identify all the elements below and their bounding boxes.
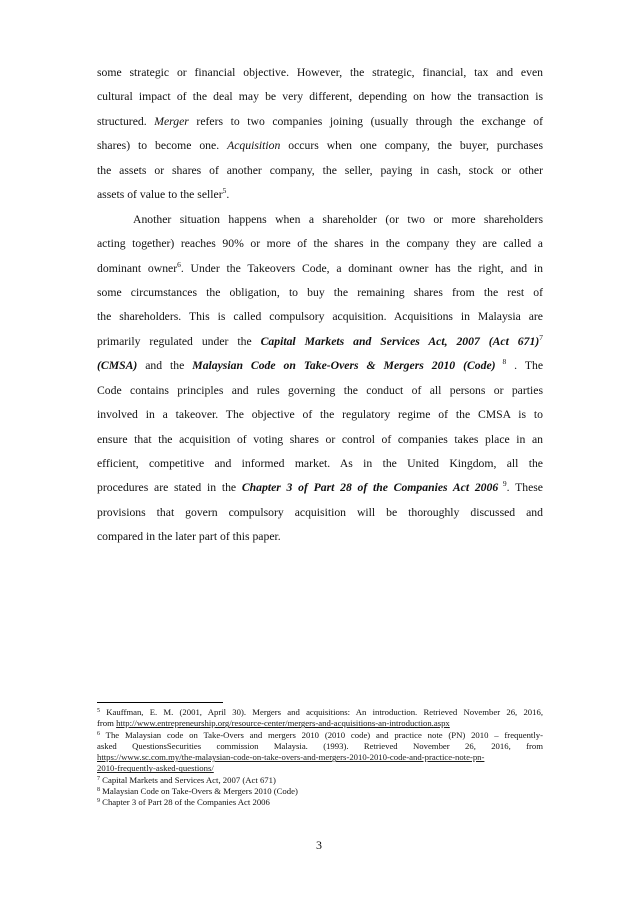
paragraph-2-line-11: efficient, competitive and informed market. As in the United Kingdom, all the [97,457,543,470]
paragraph-2-line-10: ensure that the acquisition of voting shares or control of companies takes place in an [97,432,543,446]
footnotes [97,707,543,809]
paragraph-2-line-7 [97,354,543,378]
paragraph-2-line-12 [97,476,543,500]
body-text [97,61,543,550]
footnote-ref-6[interactable]: 6 [177,259,181,269]
text-run: The Malaysian code on Take-Overs and mergers 2010 (2010 code) and practice note (PN) 2010 – frequently- [100,729,543,740]
footnote-6-link-continued[interactable]: 2010-frequently-asked-questions/ [97,763,214,774]
footnote-6-line-1 [97,730,543,741]
text-run: Kauffman, E. M. (2001, April 30). Mergers and acquisitions: An introduction. Retrieved November 26, 2016, [100,707,543,717]
footnote-8 [97,786,543,797]
page-number: 3 [316,838,322,852]
text-run: shares) to become one. [97,139,228,153]
footnote-ref-9[interactable]: 9 [498,479,507,489]
text-run: occurs when one company, the buyer, purchases [280,139,544,153]
paragraph-2-line-13: provisions that govern compulsory acquisition will be thoroughly discussed and [97,505,543,519]
text-run: Chapter 3 of Part 28 of the Companies Act 2006 [100,797,270,808]
text-run: and the [137,359,193,373]
cmsa-act-title: Capital Markets and Services Act, 2007 (Act 671) [260,334,540,348]
footnote-number: 8 [97,787,100,794]
text-run: from [97,718,117,729]
text-run: refers to two companies joining (usually through the exchange of [188,114,544,128]
paragraph-2-line-8: Code contains principles and rules governing the conduct of all persons or parties [97,383,543,397]
paragraph-1-line-5: the assets or shares of another company, the seller, paying in cash, stock or other [97,163,543,177]
footnote-5-link[interactable]: http://www.entrepreneurship.org/resource-center/mergers-and-acquisitions-an-introduction.aspx [116,718,450,729]
footnote-ref-7[interactable]: 7 [539,332,543,342]
text-run: procedures are stated in the [97,481,242,495]
paragraph-2-line-3 [97,257,543,281]
footnote-number: 9 [97,798,100,805]
paragraph-2-line-6 [97,330,543,354]
footnote-ref-8[interactable]: 8 [495,357,507,367]
footnote-5-line-2 [97,718,543,729]
paragraph-1-line-4 [97,134,543,158]
companies-act-title: Chapter 3 of Part 28 of the Companies Act 2006 [241,481,499,495]
paragraph-2-line-5: the shareholders. This is called compulsory acquisition. Acquisitions in Malaysia are [97,310,543,324]
paragraph-1-line-2: cultural impact of the deal may be very different, depending on how the transaction is [97,90,543,104]
footnote-number: 5 [97,708,100,714]
text-run: Malaysian Code on Take-Overs & Mergers 2010 (Code) [100,786,298,797]
paragraph-1-line-6 [97,183,543,207]
text-run: . The [506,359,544,373]
footnote-number: 7 [97,775,100,782]
footnote-ref-5[interactable]: 5 [222,186,227,196]
footnote-number: 6 [97,730,100,737]
paragraph-2-line-14: compared in the later part of this paper. [97,530,281,544]
footnote-5-line-1 [97,707,543,718]
footnote-7 [97,775,543,786]
footnote-separator [97,702,223,703]
paragraph-2-line-2: acting together) reaches 90% or more of the shares in the company they are called a [97,237,543,251]
footnote-6-line-3 [97,752,543,763]
text-run: Capital Markets and Services Act, 2007 (Act 671) [100,774,276,785]
text-run: assets of value to the seller [97,188,223,202]
footnote-6-link[interactable]: https://www.sc.com.my/the-malaysian-code-on-take-overs-and-mergers-2010-2010-code-and-practice-note-pn- [97,752,485,763]
paragraph-2-line-4: some circumstances the obligation, to buy the remaining shares from the rest of [97,285,543,299]
paragraph-2-line-9: involved in a takeover. The objective of the regulatory regime of the CMSA is to [97,408,543,422]
text-run: dominant owner [97,261,178,275]
cmsa-abbreviation: (CMSA) [97,359,138,373]
text-run: . Under the Takeovers Code, a dominant owner has the right, and in [180,261,543,275]
code-title: Malaysian Code on Take-Overs & Mergers 2010 (Code) [192,359,496,373]
merger-term: Merger [154,114,189,128]
footnote-6-line-2: asked QuestionsSecurities commission Malaysia. (1993). Retrieved November 26, 2016, from [97,740,543,751]
footnote-6-line-4 [97,763,543,774]
paragraph-1-line-3 [97,110,543,134]
paragraph-2-line-1: Another situation happens when a shareholder (or two or more shareholders [133,212,543,226]
text-run: . These [506,481,543,495]
acquisition-term: Acquisition [227,139,281,153]
text-run: primarily regulated under the [97,334,261,348]
footnote-9 [97,797,543,808]
paragraph-1-line-1: some strategic or financial objective. However, the strategic, financial, tax and even [97,66,543,79]
text-run: structured. [97,114,155,128]
text-run: . [226,188,230,202]
